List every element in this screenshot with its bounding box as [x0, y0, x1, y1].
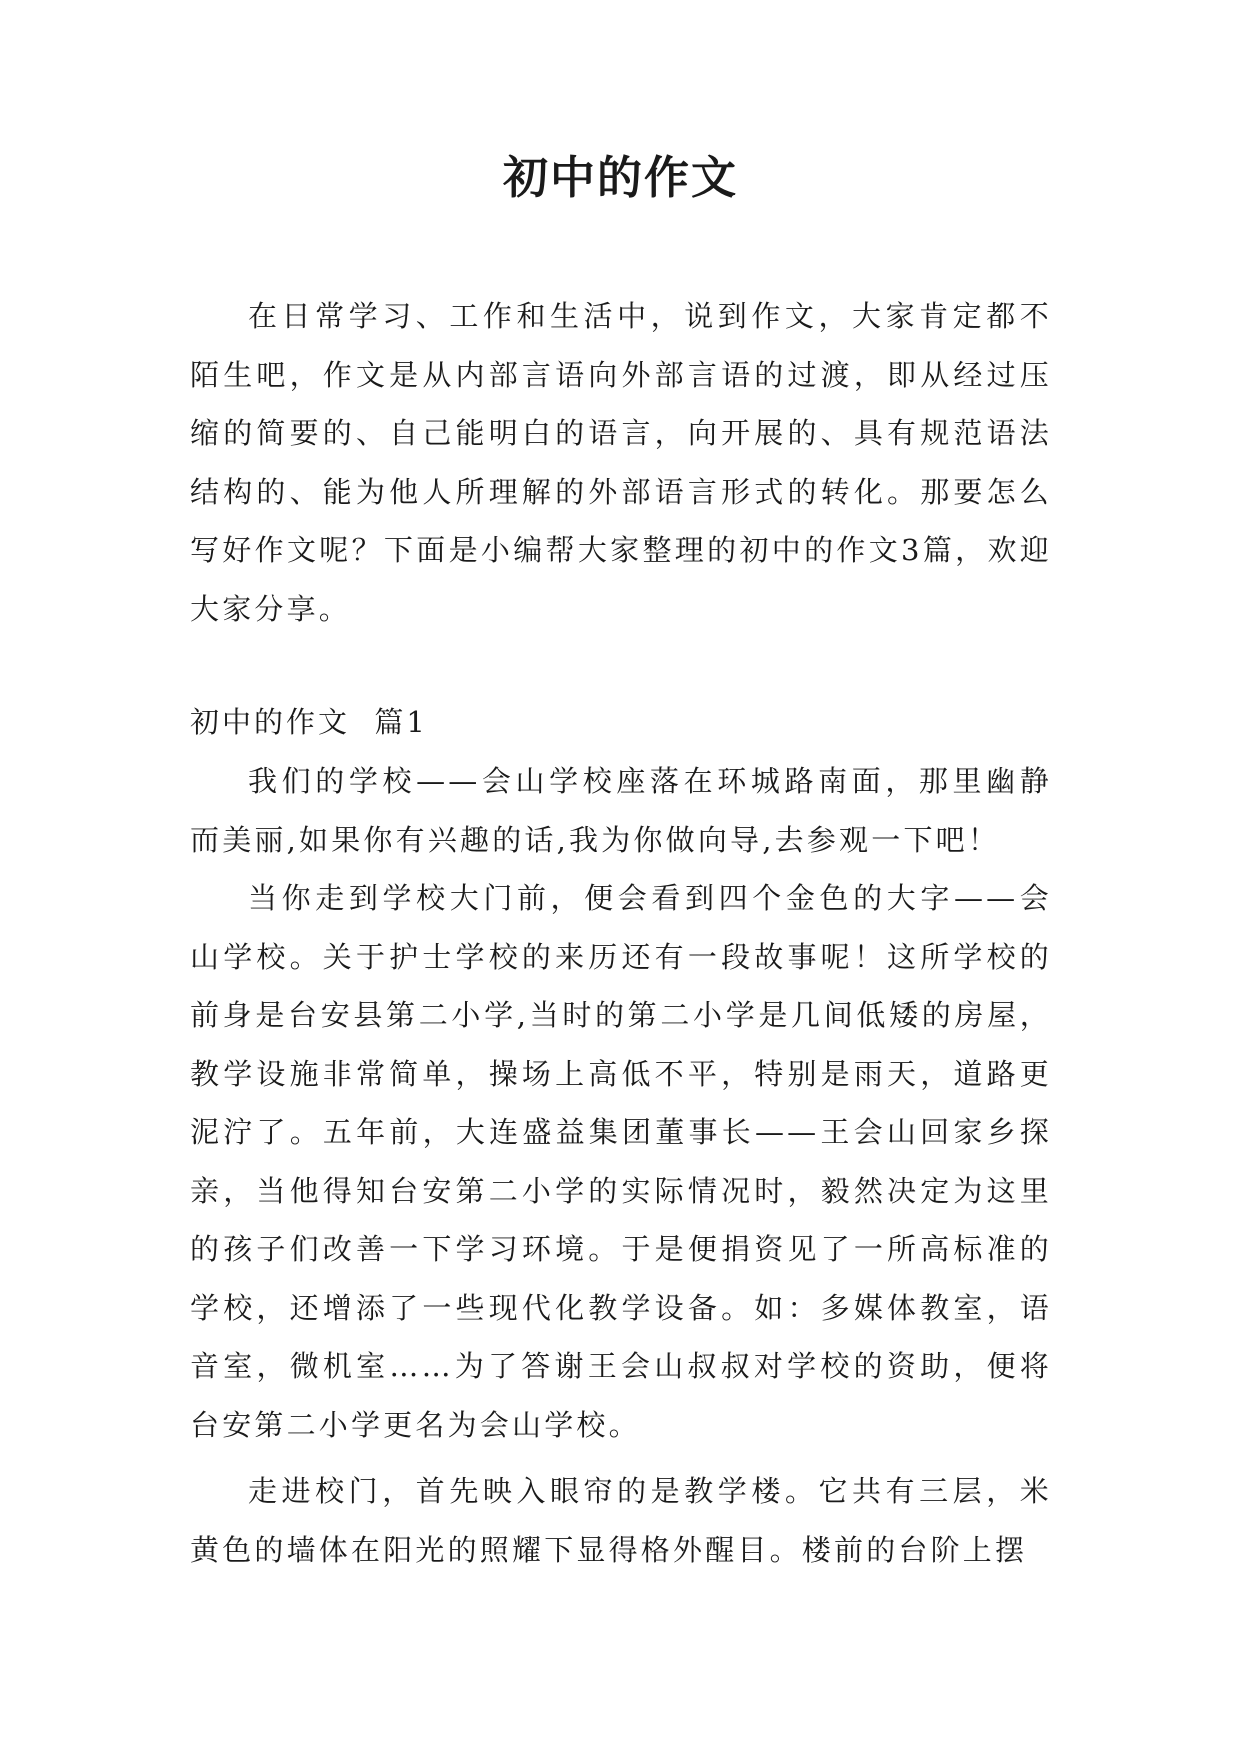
- document-title: 初中的作文: [502, 151, 738, 204]
- article-body: [190, 752, 1052, 1579]
- intro-paragraph: 在日常学习、工作和生活中，说到作文，大家肯定都不陌生吧，作文是从内部言语向外部言语的过渡，即从经过压缩的简要的、自己能明白的语言，向开展的、具有规范语法结构的、能为他人所理解的外部语言形式的转化。那要怎么写好作文呢？下面是小编帮大家整理的初中的作文3篇，欢迎大家分享。: [190, 299, 1052, 626]
- section-heading: 初中的作文 篇1: [190, 705, 428, 739]
- article-paragraph-2: 当你走到学校大门前，便会看到四个金色的大字——会山学校。关于护士学校的来历还有一段故事呢！这所学校的前身是台安县第二小学,当时的第二小学是几间低矮的房屋，教学设施非常简单，操场上高低不平，特别是雨天，道路更泥泞了。五年前，大连盛益集团董事长——王会山回家乡探亲，当他得知台安第二小学的实际情况时，毅然决定为这里的孩子们改善一下学习环境。于是便捐资见了一所高标准的学校，还增添了一些现代化教学设备。如：多媒体教室，语音室，微机室……为了答谢王会山叔叔对学校的资助，便将台安第二小学更名为会山学校。: [190, 881, 1052, 1442]
- article-paragraph-3: 走进校门，首先映入眼帘的是教学楼。它共有三层，米黄色的墙体在阳光的照耀下显得格外醒目。楼前的台阶上摆: [190, 1474, 1052, 1567]
- article-paragraph-1: 我们的学校——会山学校座落在环城路南面，那里幽静而美丽,如果你有兴趣的话,我为你做向导,去参观一下吧！: [190, 764, 1052, 857]
